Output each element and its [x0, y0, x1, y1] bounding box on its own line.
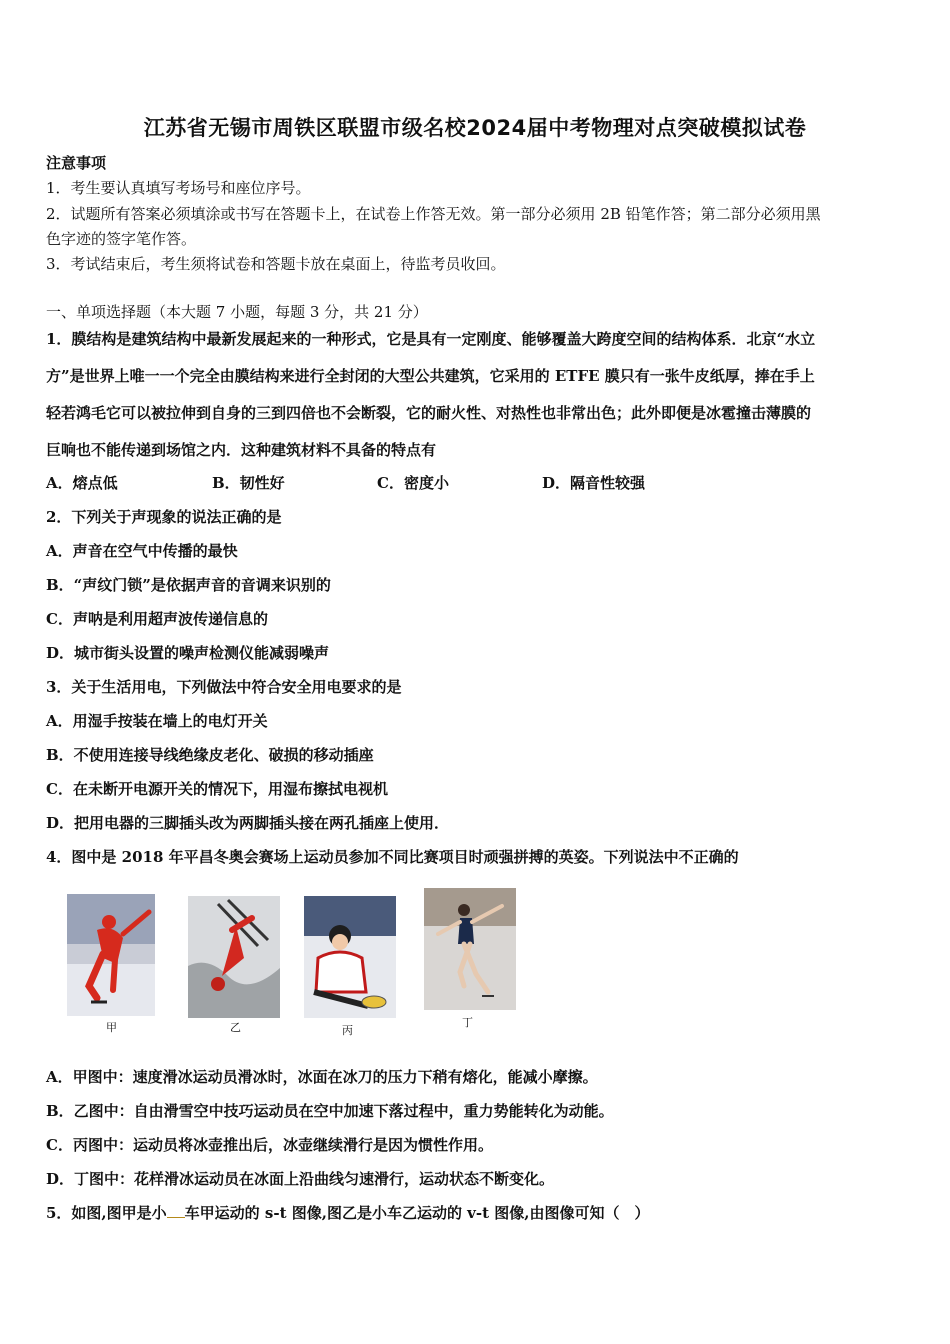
q3-option-c: C．在未断开电源开关的情况下，用湿布擦拭电视机 — [46, 780, 388, 798]
notice-heading: 注意事项 — [46, 154, 107, 172]
notice-item: 3．考试结束后，考生须将试卷和答题卡放在桌面上，待监考员收回。 — [46, 255, 506, 273]
q4-figures — [64, 886, 534, 1036]
q1-option-a: A．熔点低 — [46, 474, 118, 492]
q4-option-a: A．甲图中：速度滑冰运动员滑冰时，冰面在冰刀的压力下稍有熔化，能减小摩擦。 — [46, 1068, 598, 1086]
figure-caption-yi: 乙 — [230, 1021, 241, 1034]
q1-option-c: C．密度小 — [377, 474, 449, 492]
q5-stem-part-a: 5．如图,图甲是小 — [46, 1204, 167, 1222]
q4-stem: 4．图中是 2018 年平昌冬奥会赛场上运动员参加不同比赛项目时顽强拼搏的英姿。下列说法中不正确的 — [46, 848, 739, 866]
figure-caption-ding: 丁 — [462, 1016, 473, 1029]
q3-option-b: B．不使用连接导线绝缘皮老化、破损的移动插座 — [46, 746, 374, 764]
figure-caption-jia: 甲 — [106, 1021, 117, 1034]
q5-stem — [46, 1202, 908, 1223]
figure-skater-image — [424, 888, 516, 1010]
speed-skater-image — [67, 894, 155, 1016]
q3-stem: 3．关于生活用电，下列做法中符合安全用电要求的是 — [46, 678, 402, 696]
q3-option-d: D．把用电器的三脚插头改为两脚插头接在两孔插座上使用． — [46, 814, 450, 832]
notice-item: 1．考生要认真填写考场号和座位序号。 — [46, 179, 311, 197]
answer-blank — [167, 1207, 185, 1218]
q2-option-a: A．声音在空气中传播的最快 — [46, 542, 238, 560]
figure-caption-bing: 丙 — [342, 1024, 353, 1037]
q2-option-b: B．“声纹门锁”是依据声音的音调来识别的 — [46, 576, 331, 594]
page-title: 江苏省无锡市周铁区联盟市级名校2024届中考物理对点突破模拟试卷 — [143, 116, 807, 140]
q5-stem-part-b: 车甲运动的 s-t 图像,图乙是小车乙运动的 v-t 图像,由图像可知（ ） — [184, 1204, 650, 1222]
notice-item: 色字迹的签字笔作答。 — [46, 230, 197, 248]
q2-stem: 2．下列关于声现象的说法正确的是 — [46, 508, 282, 526]
q4-option-d: D．丁图中：花样滑冰运动员在冰面上沿曲线匀速滑行，运动状态不断变化。 — [46, 1170, 555, 1188]
q3-option-a: A．用湿手按装在墙上的电灯开关 — [46, 712, 268, 730]
q1-stem-line: 轻若鸿毛它可以被拉伸到自身的三到四倍也不会断裂，它的耐火性、对热性也非常出色；此外即便是冰雹撞击薄膜的 — [46, 404, 812, 422]
q4-option-c: C．丙图中：运动员将冰壶推出后，冰壶继续滑行是因为惯性作用。 — [46, 1136, 493, 1154]
notice-item: 2．试题所有答案必须填涂或书写在答题卡上，在试卷上作答无效。第一部分必须用 2B 铅笔作答；第二部分必须用黑 — [46, 205, 821, 223]
section-heading: 一、单项选择题（本大题 7 小题，每题 3 分，共 21 分） — [46, 303, 428, 321]
q1-stem-line: 1．膜结构是建筑结构中最新发展起来的一种形式，它是具有一定刚度、能够覆盖大跨度空间的结构体系．北京“水立 — [46, 330, 816, 348]
q1-stem-line: 巨响也不能传递到场馆之内．这种建筑材料不具备的特点有 — [46, 441, 437, 459]
curling-image — [304, 896, 396, 1018]
q1-option-b: B．韧性好 — [212, 474, 285, 492]
q2-option-c: C．声呐是利用超声波传递信息的 — [46, 610, 268, 628]
q4-option-b: B．乙图中：自由滑雪空中技巧运动员在空中加速下落过程中，重力势能转化为动能。 — [46, 1102, 614, 1120]
q1-stem-line: 方”是世界上唯一一个完全由膜结构来进行全封闭的大型公共建筑，它采用的 ETFE 膜只有一张牛皮纸厚，捧在手上 — [46, 367, 815, 385]
aerial-skier-image — [188, 896, 280, 1018]
q1-option-d: D．隔音性较强 — [542, 474, 646, 492]
q2-option-d: D．城市街头设置的噪声检测仪能减弱噪声 — [46, 644, 330, 662]
